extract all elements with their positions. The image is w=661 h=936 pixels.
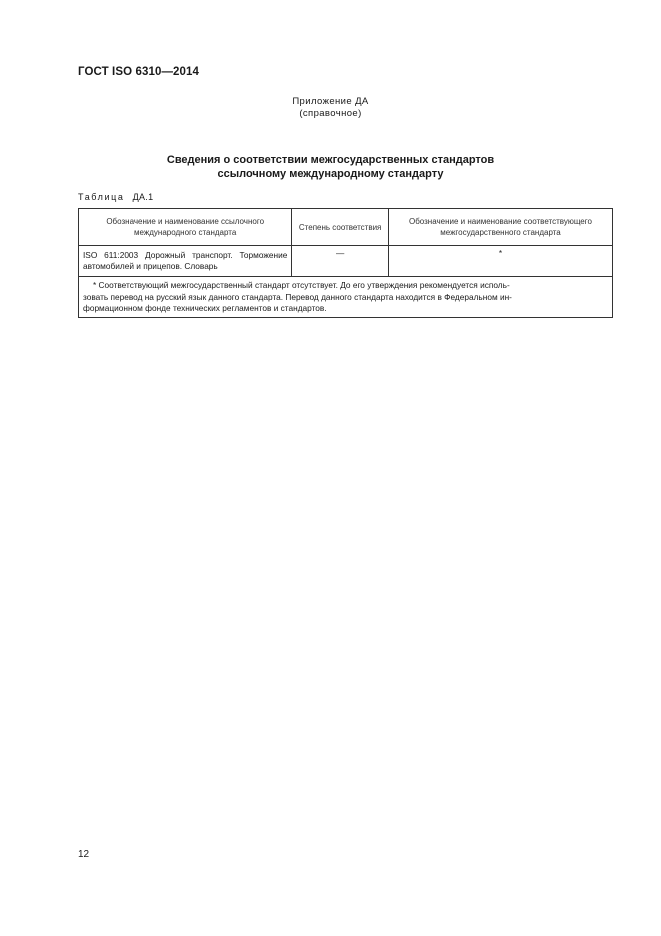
table-caption: [78, 192, 153, 202]
footnote-line: * Соответствующий межгосударственный стандарт отсутствует. До его утверждения рекомендуется исполь-: [93, 280, 510, 290]
table-footnote-row: [79, 277, 613, 318]
section-heading-line-1: Сведения о соответствии межгосударственных стандартов: [166, 154, 495, 166]
section-heading-line-2: ссылочному международному стандарту: [217, 168, 444, 180]
footnote-line: зовать перевод на русский язык данного стандарта. Перевод данного стандарта находится в Федеральном ин-: [83, 291, 512, 302]
column-header-degree: Степень соответствия: [292, 209, 389, 246]
page-number: 12: [78, 849, 90, 860]
column-header-interstate-standard: Обозначение и наименование соответствующего межгосударственного стандарта: [388, 209, 612, 246]
table-caption-number: ДА.1: [132, 192, 154, 202]
table-caption-prefix: Таблица: [78, 192, 125, 202]
table-row: [79, 246, 613, 277]
cell-degree-of-correspondence: —: [292, 246, 389, 277]
table-footnote: [79, 277, 613, 318]
footnote-line: формационном фонде технических регламентов и стандартов.: [83, 303, 327, 313]
column-header-reference: Обозначение и наименование ссылочного международного стандарта: [79, 209, 292, 246]
document-code: ГОСТ ISO 6310—2014: [78, 66, 200, 78]
cell-interstate-standard: *: [388, 246, 612, 277]
table-header-row: [79, 209, 613, 246]
correspondence-table: [78, 208, 613, 318]
annex-subtitle: (справочное): [299, 108, 362, 119]
annex-title: Приложение ДА: [292, 96, 369, 107]
cell-reference-standard: ISO 611:2003 Дорожный транспорт. Торможение автомобилей и прицепов. Словарь: [79, 246, 292, 277]
